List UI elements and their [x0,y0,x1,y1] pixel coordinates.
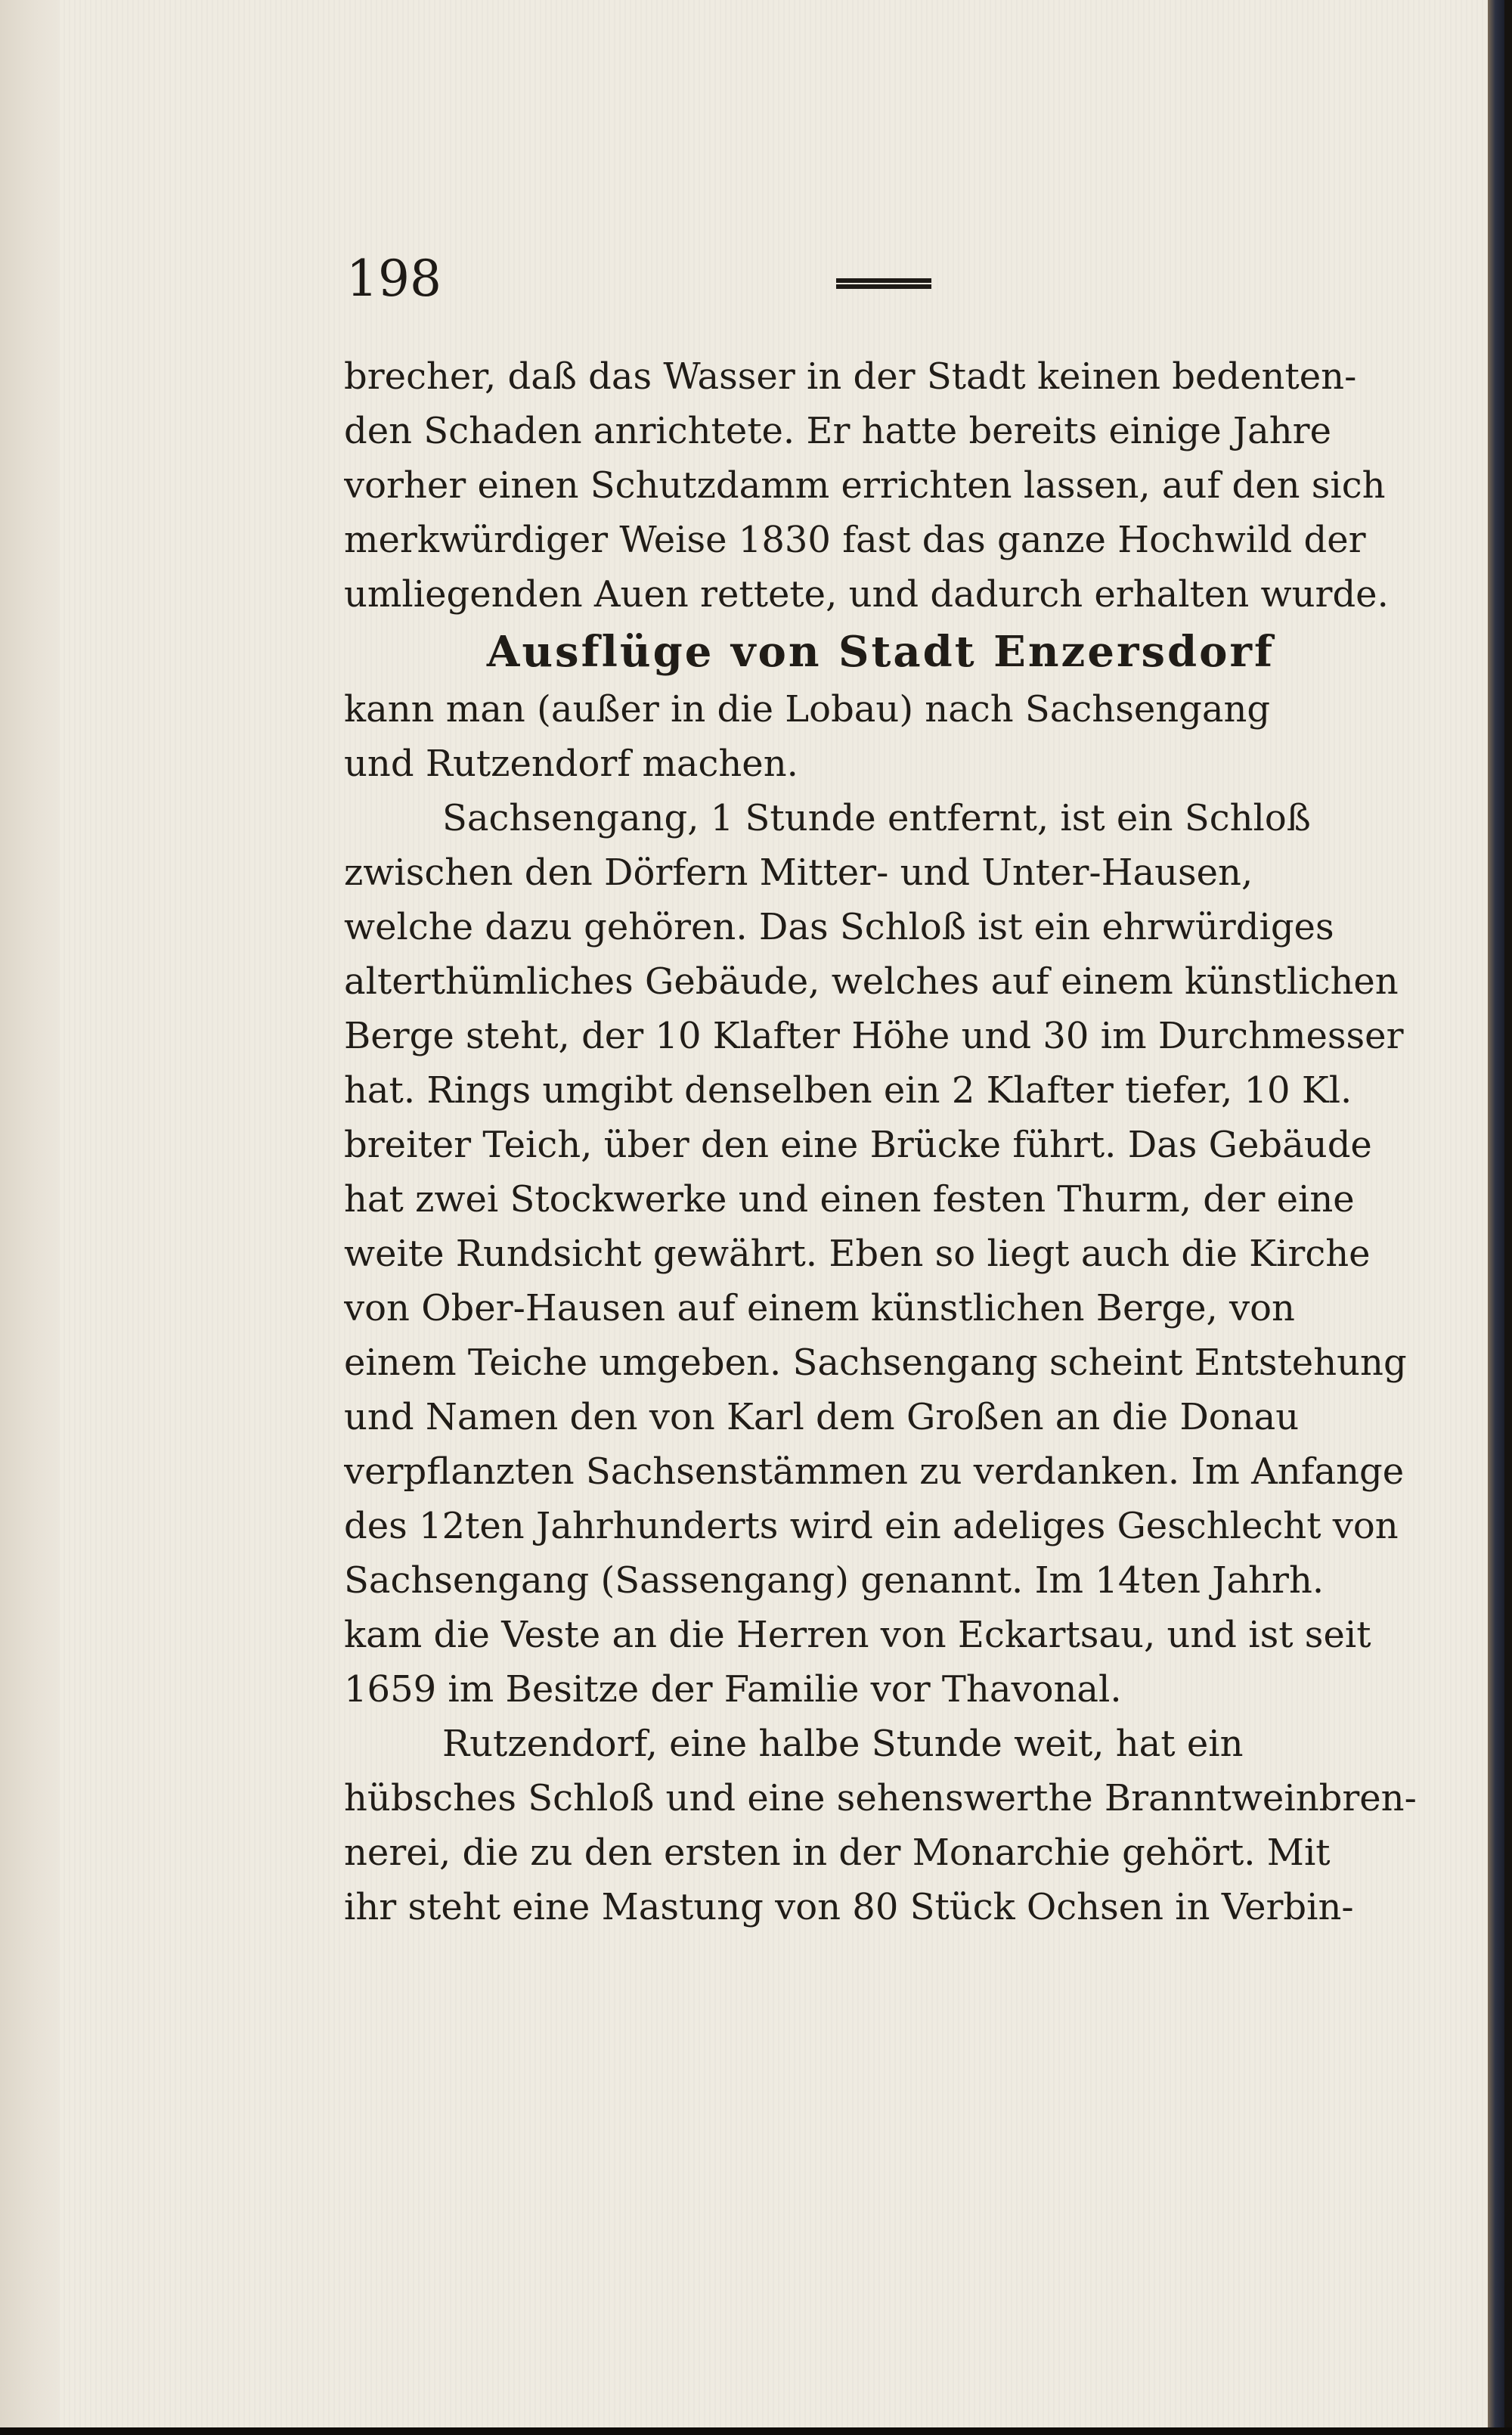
section-heading: Ausflüge von Stadt Enzersdorf [486,627,1275,677]
text-line: Rutzendorf, eine halbe Stunde weit, hat ein [442,1723,1244,1765]
page-body [344,349,1418,1934]
text-line: breiter Teich, über den eine Brücke führt. Das Gebäude [344,1124,1372,1166]
paragraph-4 [344,1717,1418,1934]
text-line: kann man (außer in die Lobau) nach Sachsengang [344,688,1271,730]
page-header [346,250,1420,325]
text-line: 1659 im Besitze der Familie vor Thavonal. [344,1668,1122,1711]
text-line: Sachsengang (Sassengang) genannt. Im 14ten Jahrh. [344,1559,1325,1602]
text-line: von Ober-Hausen auf einem künstlichen Berge, von [344,1287,1295,1329]
paragraph-2 [344,682,1418,791]
text-line: einem Teiche umgeben. Sachsengang scheint Entstehung [344,1342,1407,1384]
text-line: Sachsengang, 1 Stunde entfernt, ist ein Schloß [442,797,1311,839]
text-line: und Rutzendorf machen. [344,743,798,785]
book-cover-edge [1488,0,1504,2429]
text-line: umliegenden Auen rettete, und dadurch erhalten wurde. [344,573,1389,616]
text-line: und Namen den von Karl dem Großen an die Donau [344,1396,1300,1438]
text-line: hat. Rings umgibt denselben ein 2 Klafter tiefer, 10 Kl. [344,1069,1352,1112]
text-line: weite Rundsicht gewährt. Eben so liegt auch die Kirche [344,1233,1371,1275]
text-line: kam die Veste an die Herren von Eckartsau, und ist seit [344,1614,1371,1656]
paragraph-1 [344,349,1418,622]
text-line: den Schaden anrichtete. Er hatte bereits einige Jahre [344,410,1332,452]
text-line: alterthümliches Gebäude, welches auf einem künstlichen [344,960,1399,1003]
text-line: brecher, daß das Wasser in der Stadt keinen bedenten- [344,355,1357,398]
text-line: welche dazu gehören. Das Schloß ist ein ehrwürdiges [344,906,1334,948]
page-gutter [0,0,59,2429]
text-line: verpflanzten Sachsenstämmen zu verdanken. Im Anfange [344,1450,1405,1493]
text-line: merkwürdiger Weise 1830 fast das ganze Hochwild der [344,519,1366,561]
header-rule [836,278,931,289]
text-line: hat zwei Stockwerke und einen festen Thurm, der eine [344,1178,1355,1221]
text-line: des 12ten Jahrhunderts wird ein adeliges Geschlecht von [344,1505,1399,1547]
text-line: nerei, die zu den ersten in der Monarchie gehört. Mit [344,1832,1331,1874]
text-line: Berge steht, der 10 Klafter Höhe und 30 im Durchmesser [344,1015,1404,1057]
paragraph-3 [344,791,1418,1717]
text-line: zwischen den Dörfern Mitter- und Unter-Hausen, [344,851,1253,894]
page-number: 198 [346,250,442,308]
bottom-shadow [0,2427,1512,2435]
text-line: ihr steht eine Mastung von 80 Stück Ochsen in Verbin- [344,1886,1354,1928]
text-line: vorher einen Schutzdamm errichten lassen, auf den sich [344,464,1386,507]
text-line: hübsches Schloß und eine sehenswerthe Branntweinbren- [344,1777,1417,1819]
